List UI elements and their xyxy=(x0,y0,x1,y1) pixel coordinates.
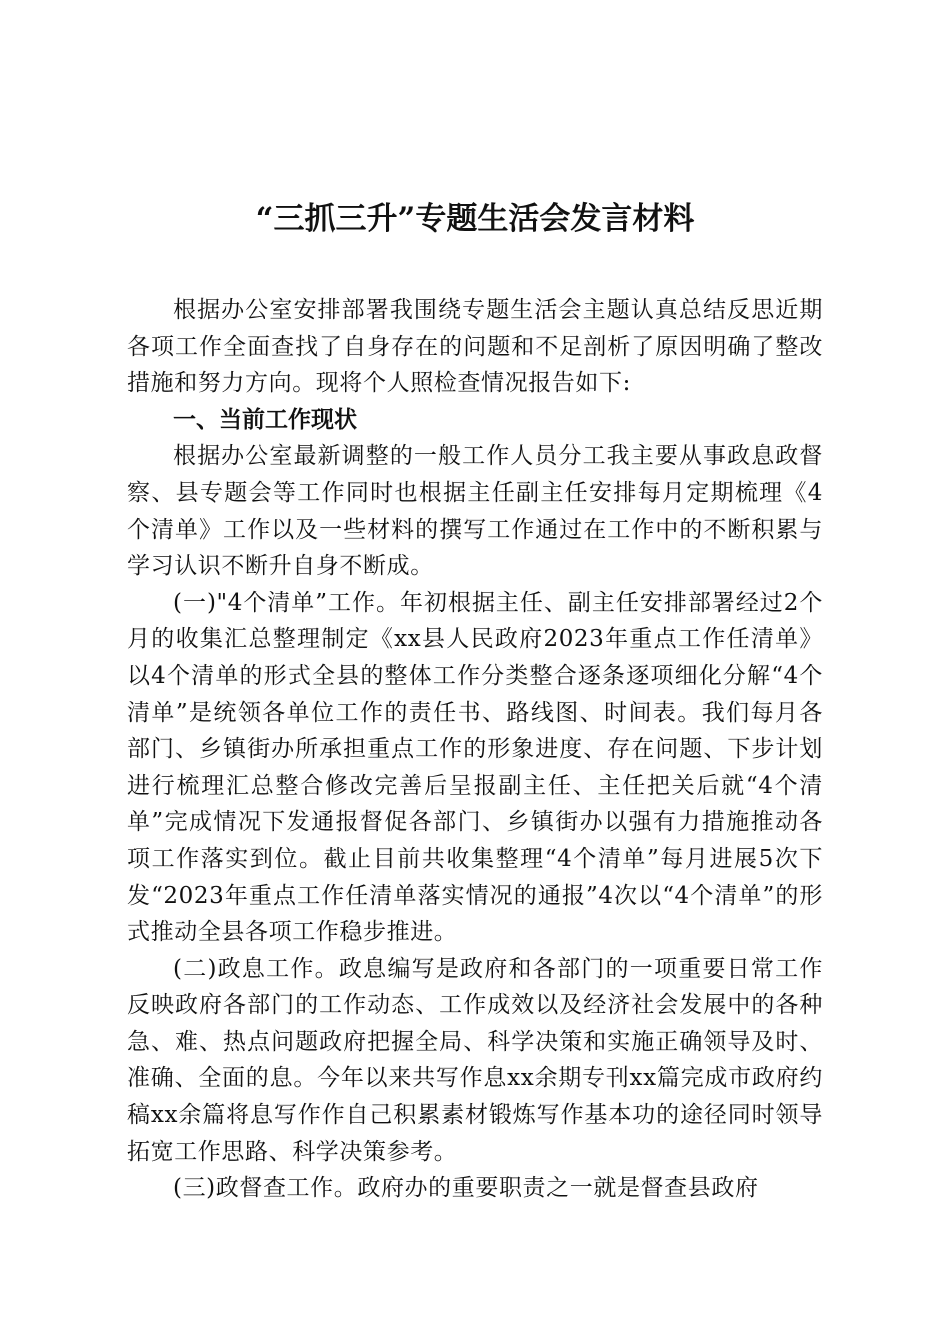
body-paragraph: (二)政息工作。政息编写是政府和各部门的一项重要日常工作反映政府各部门的工作动态、工作成效以及经济社会发展中的各种急、难、热点问题政府把握全局、科学决策和实施正确领导及时、准确、全面的息。今年以来共写作息xx余期专刊xx篇完成市政府约稿xx余篇将息写作作自己积累素材锻炼写作基本功的途径同时领导拓宽工作思路、科学决策参考。 xyxy=(127,955,823,1165)
body-paragraph: (三)政督查工作。政府办的重要职责之一就是督查县政府 xyxy=(173,1175,759,1202)
document-body xyxy=(127,292,823,1207)
intro-paragraph: 根据办公室安排部署我围绕专题生活会主题认真总结反思近期各项工作全面查找了自身存在的问题和不足剖析了原因明确了整改措施和努力方向。现将个人照检查情况报告如下: xyxy=(127,297,823,397)
body-paragraph: 根据办公室最新调整的一般工作人员分工我主要从事政息政督察、县专题会等工作同时也根据主任副主任安排每月定期梳理《4个清单》工作以及一些材料的撰写工作通过在工作中的不断积累与学习认识不断升自身不断成。 xyxy=(127,443,823,580)
section-heading: 一、当前工作现状 xyxy=(173,406,357,433)
body-paragraph: (一)"4个清单”工作。年初根据主任、副主任安排部署经过2个月的收集汇总整理制定《xx县人民政府2023年重点工作任清单》以4个清单的形式全县的整体工作分类整合逐条逐项细化分解“4个清单”是统领各单位工作的责任书、路线图、时间表。我们每月各部门、乡镇街办所承担重点工作的形象进度、存在问题、下步计划进行梳理汇总整合修改完善后呈报副主任、主任把关后就“4个清单”完成情况下发通报督促各部门、乡镇街办以强有力措施推动各项工作落实到位。截止目前共收集整理“4个清单”每月进展5次下发“2023年重点工作任清单落实情况的通报”4次以“4个清单”的形式推动全县各项工作稳步推进。 xyxy=(127,589,823,946)
document-title: “三抓三升”专题生活会发言材料 xyxy=(255,201,695,237)
